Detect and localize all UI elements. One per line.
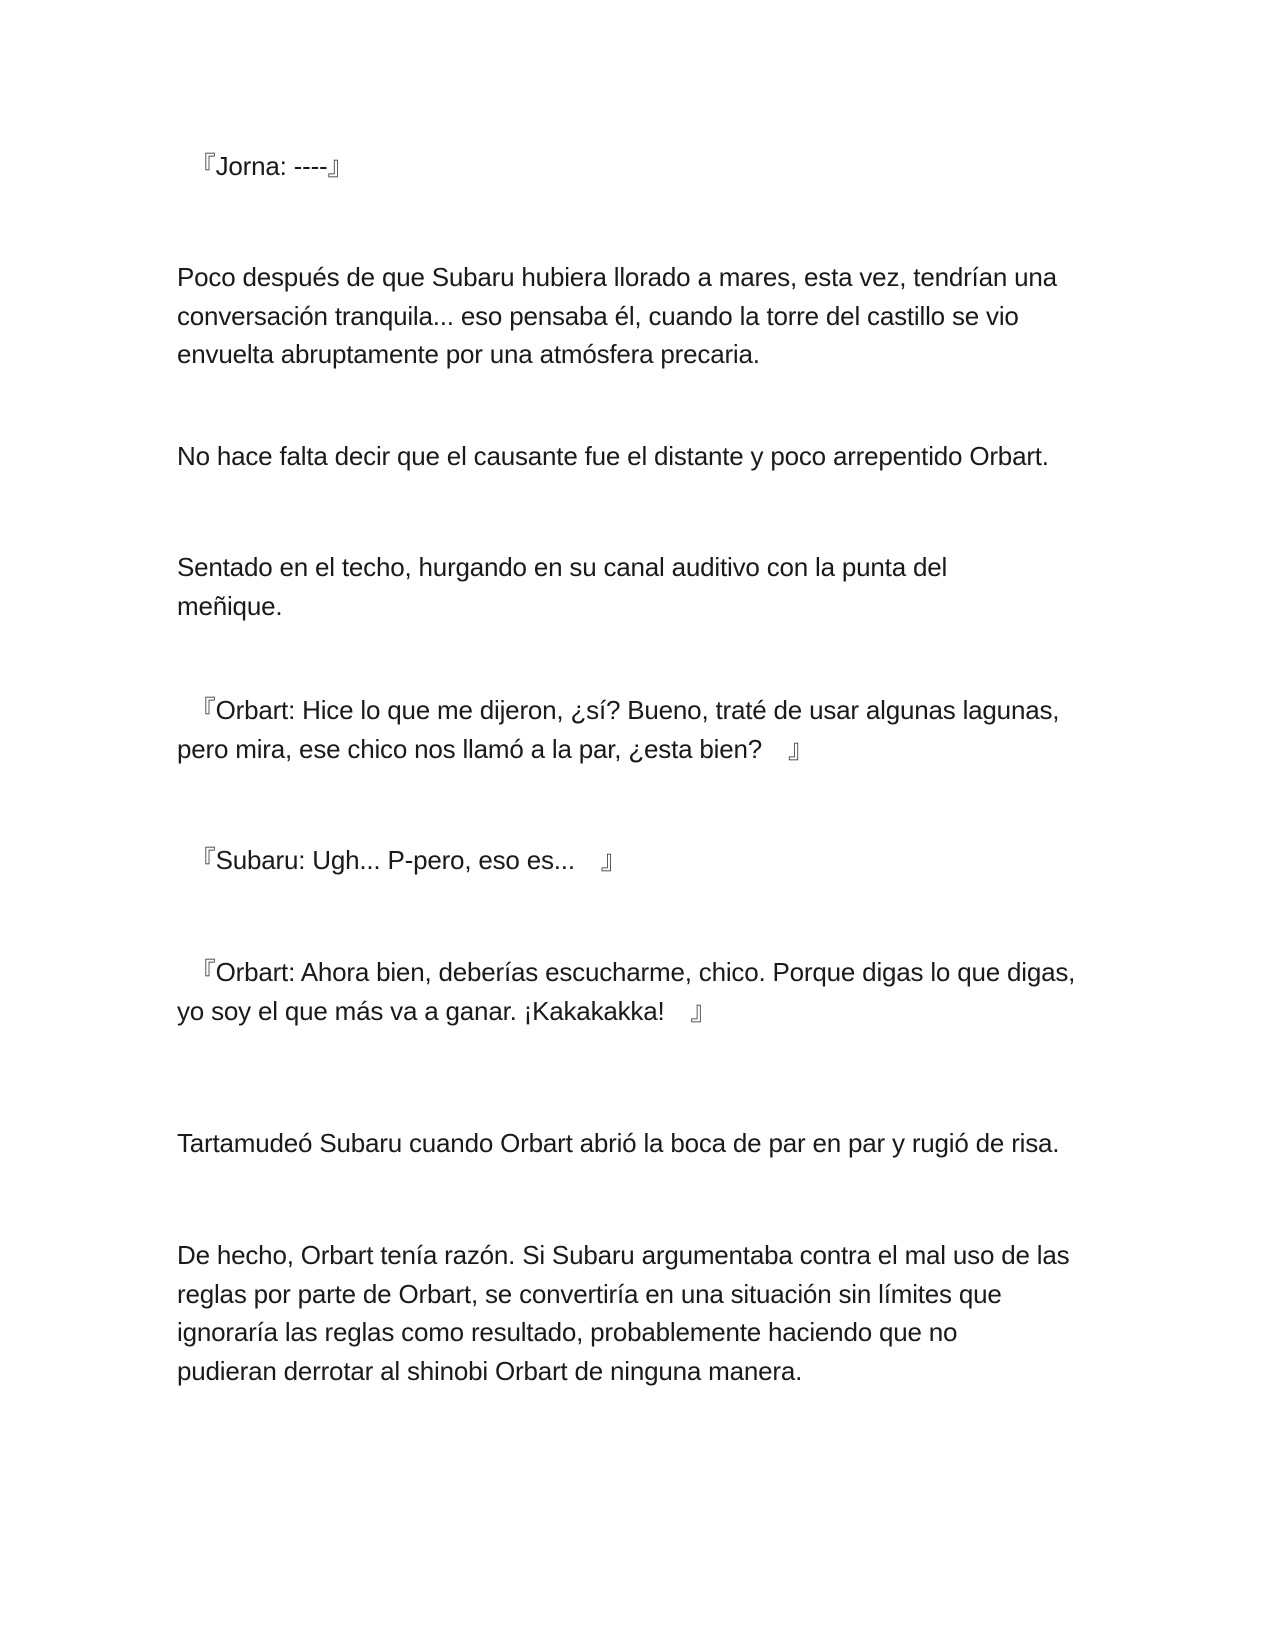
text-line: De hecho, Orbart tenía razón. Si Subaru argumentaba contra el mal uso de las [177,1240,1070,1270]
text-line: Poco después de que Subaru hubiera llorado a mares, esta vez, tendrían una [177,262,1057,292]
subaru-dialogue [177,841,1117,880]
narration-paragraph-3 [177,548,1117,625]
orbart-dialogue-2 [177,953,1117,1030]
text-line: pero mira, ese chico nos llamó a la par, ¿esta bien? 』 [177,733,814,764]
text-line: envuelta abruptamente por una atmósfera precaria. [177,339,760,369]
text-line: 『Orbart: Ahora bien, deberías escucharme, chico. Porque digas lo que digas, [177,957,1076,987]
text-line: pudieran derrotar al shinobi Orbart de ninguna manera. [177,1355,803,1386]
text-line: yo soy el que más va a ganar. ¡Kakakakka! 』 [177,995,717,1026]
narration-paragraph-2 [177,437,1117,476]
text-line: No hace falta decir que el causante fue el distante y poco arrepentido Orbart. [177,441,1049,471]
narration-paragraph-5 [177,1236,1117,1390]
text-line: conversación tranquila... eso pensaba él, cuando la torre del castillo se vio [177,300,1019,331]
text-line: 『Jorna: ----』 [177,151,354,181]
jorna-dialogue [177,147,1117,186]
narration-paragraph-1 [177,258,1117,374]
text-line: Sentado en el techo, hurgando en su canal auditivo con la punta del [177,552,948,582]
text-line: meñique. [177,590,283,621]
orbart-dialogue-1 [177,691,1117,768]
narration-paragraph-4 [177,1124,1117,1163]
text-line: 『Orbart: Hice lo que me dijeron, ¿sí? Bueno, traté de usar algunas lagunas, [177,695,1060,725]
text-line: ignoraría las reglas como resultado, probablemente haciendo que no [177,1317,958,1347]
text-line: 『Subaru: Ugh... P-pero, eso es... 』 [177,845,627,875]
text-line: reglas por parte de Orbart, se convertiría en una situación sin límites que [177,1278,1002,1309]
text-line: Tartamudeó Subaru cuando Orbart abrió la boca de par en par y rugió de risa. [177,1128,1060,1158]
